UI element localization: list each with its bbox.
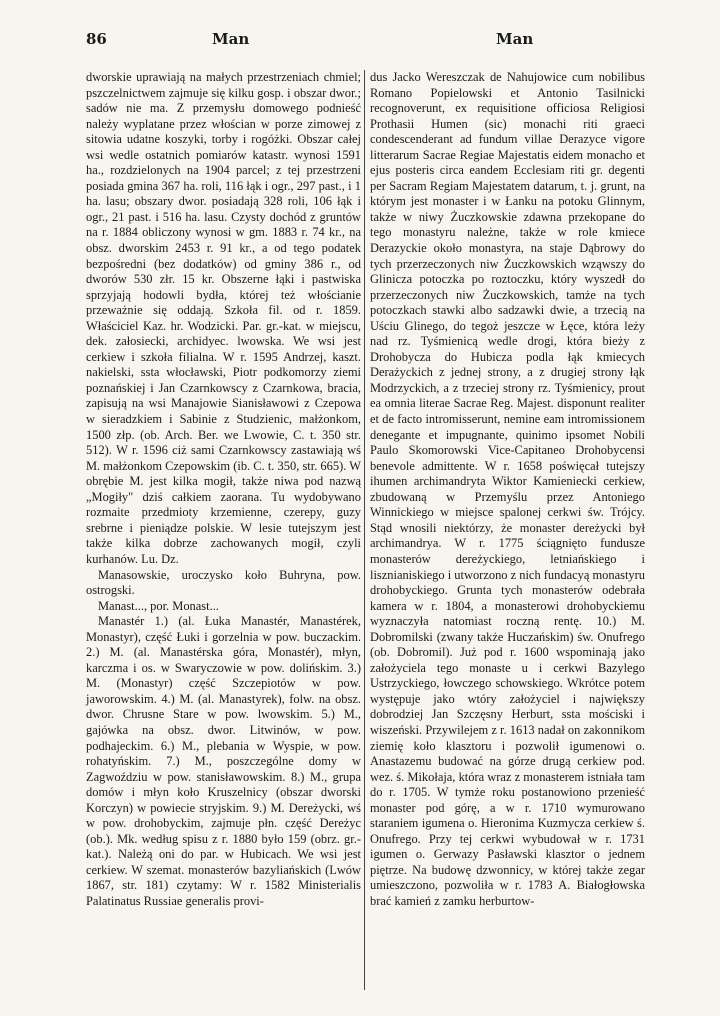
entry-manaster-continued: dus Jacko Wereszczak de Nahujowice cum nobilibus Romano Popielowski et Antonio Tasilnicki recognoverunt, ex requisitione officiosa Religiosi Prothasii Humen (sic) monachi riti graeci condescenderant ad fundum villae Derazyce vigore litterarum Sacrae Regiae Majestatis eidem monacho et ejus posteris circa eandem Ecclesiam riti gr. degenti per Sacram Regiam Majestatem datarum, t. j. grunt, na którym jest monaster i w Łanku na potoku Glinnym, także w niwy Żuczkowskie zdawna przekopane do tego monastyru należne, także w role kmiece Derazyckie około monastyra, na staje Dąbrowy do tych przerzeczonych niw Żuczkowskich wząwszy do Glinicza potoczka po roztoczku, który wyszedł do przerzeczonych niw Żuczkowskich, tamże na tych potoczkach stawki albo sadzawki dwie, a trzecią na Uściu Glinego, do tegoż jeszcze w Łęce, która leży nad rz. Tyśmienicą wedle drogi, która bieży z Drohobycza do Hubicza podla łąk kmiecych Derażyckich z jednej strony, a z drugiej strony łąk Modrzyckich, a z trzeciej strony rz. Tyśmienicy, prout ea omnia literae Sacrae Reg. Majest. disponunt realiter et de facto intromisserunt, nemine eam intromissionem denegante et impugnante, quinimo ipsomet Nobili Paulo Skomorowski Vice-Capitaneo Drohobycensi benevole admittente. W r. 1658 poświęcał tutejszy ihumen archimandryta Wiktor Kamieniecki cerkiew, zbudowaną w Przemyślu przez Antoniego Winnickiego w miejsce spalonej cerkwi św. Trójcy. Stąd wnosili niektórzy, że monaster dereżycki był archimandrya. W r. 1775 ściągnięto fundusze monasterów dereżyckiego, letniańskiego i lisznianiskiego i utworzono z nich fundacyą monastyru drohobyckiego. Grunta tych monasterów odebrała kamera w r. 1804, a monasterowi drohobyckiemu wyznaczyła natomiast roczną rentę. 10.) M. Dobromilski (zwany także Huczańskim) św. Onufrego (ob. Dobromil). Już pod r. 1600 wspominają jako założyciela tego monaste u i cerkwi Bazylego Ustrzyckiego, łowczego schowskiego. Wkrótce potem występuje jako wtóry założyciel i największy dobrodziej Jan Szczęsny Herburt, ssta mościski i wiszeński. Przywilejem z r. 1613 nadał on zakonnikom ziemię koło klasztoru i pozwolił igumenowi o. Anastazemu budować na górze drugą cerkiew pod. wez. ś. Mikołaja, która wraz z monasterem istniała tam do r. 1705. W tymże roku postanowiono przenieść monaster pod górę, a w r. 1710 wymurowano staraniem igumena o. Hieronima Kuzmycza cerkiew ś. Onufrego. Przy tej cerkwi wybudował w r. 1731 igumen o. Gerwazy Pasławski klasztor o jednem piętrze. Na budowę dzwonnicy, w której także zegar umieszczono, pozwoliła w r. 1783 A. Białogłowska brać kamień z zamku herburtow-	[370, 70, 645, 908]
running-headword-left: Man	[212, 30, 250, 48]
left-column	[86, 70, 361, 910]
page-header	[86, 30, 652, 52]
entry-manaster: Manastér 1.) (al. Łuka Manastér, Manastérek, Monastyr), część Łuki i gorzelnia w pow. buczackim. 2.) M. (al. Manastérska góra, Monastér), młyn, karczma i os. w Swaryczowie w pow. dolińskim. 3.) M. (Monastyr) część Szczepiotów w pow. jaworowskim. 4.) M. (al. Manastyrek), folw. na obsz. dwor. Chrusne Stare w pow. lwowskim. 5.) M., gajówka na obsz. dwor. Litwinów, w pow. podhajeckim. 6.) M., plebania w Wyspie, w pow. rohatyńskim. 7.) M., poszczególne domy w Zagwoździu w pow. stanisławowskim. 8.) M., grupa domów i młyn koło Kruszelnicy (obszar dworski Korczyn) w powiecie stryjskim. 9.) M. Dereżycki, wś w pow. drohobyckim, zajmuje płn. część Dereżyc (ob.). Mk. według spisu z r. 1880 było 159 (obrz. gr.-kat.). Należą oni do par. w Hubicach. We wsi jest cerkiew. W szemat. monasterów bazyliańskich (Lwów 1867, str. 181) czytamy: W r. 1582 Ministerialis Palatinatus Russiae generalis provi-	[86, 614, 361, 908]
column-divider	[364, 70, 365, 990]
entry-manajow-continued: dworskie uprawiają na małych przestrzeniach chmiel; pszczelnictwem zajmuje się kilku gosp. i obszar dwor.; sadów nie ma. Z przemysłu domowego podnieść należy wyplatane przez włościan w porze zimowej z sitowia udatne koszyki, torby i rogóżki. Obszar całej wsi wedle ostatnich pomiarów katastr. wynosi 1591 ha., rozdzielonych na 1904 parcel; z tej przestrzeni posiada gmina 367 ha. roli, 116 łąk i ogr., 297 past., i 1 ha. lasu; obszary dwor. posiadają 328 roli, 106 łąk i ogr., 21 past. i 516 ha. lasu. Czysty dochód z gruntów na r. 1884 obliczony wynosi w gm. 1883 r. 74 kr., na obsz. dworskim 2453 r. 91 kr., a od tego podatek bezpośredni (bez dodatków) od gminy 386 r., od dworów 530 złr. 15 kr. Obszerne łąki i pastwiska sprzyjają hodowli bydła, której też włościanie przeważnie się oddają. Szkoła fil. od r. 1859. Właściciel Kaz. hr. Wodzicki. Par. gr.-kat. w miejscu, dek. załosiecki, archidyec. lwowska. We wsi jest cerkiew i szkoła filialna. W r. 1595 Andrzej, kaszt. nakielski, sstа włocławski, Piotr podkomorzy ziemi poznańskiej i Jan Czarnkowscy z Czarnkowa, bracia, zapisują na wsi Manajowie Sianisławowi z Czepowa w sieradzkiem i Sabinie z Studzienic, małżonkom, 1500 złp. (ob. Arch. Ber. we Lwowie, C. t. 350 str. 512). W r. 1596 ciż sami Czarnkowscy zastawiają wś M. małżonkom Czepowskim (ib. C. t. 350, str. 665). W obrębie M. jest kilka mogił, także niwa pod nazwą „Mogiły" dziś całkiem zaorana. Tu wydobywano rozmaite przedmioty krzemienne, czerepy, guzy srebrne i pieniądze polskie. W lesie tutejszym jest także kilka dobrze zachowanych mogił, czyli kurhanów. Lu. Dz.	[86, 70, 361, 566]
running-headword-right: Man	[496, 30, 534, 48]
entry-manast: Manast..., por. Monast...	[98, 598, 219, 613]
page-number: 86	[86, 30, 107, 48]
entry-manasowskie: Manasowskie, uroczysko koło Buhryna, pow. ostrogski.	[86, 567, 361, 598]
right-column	[370, 70, 645, 910]
